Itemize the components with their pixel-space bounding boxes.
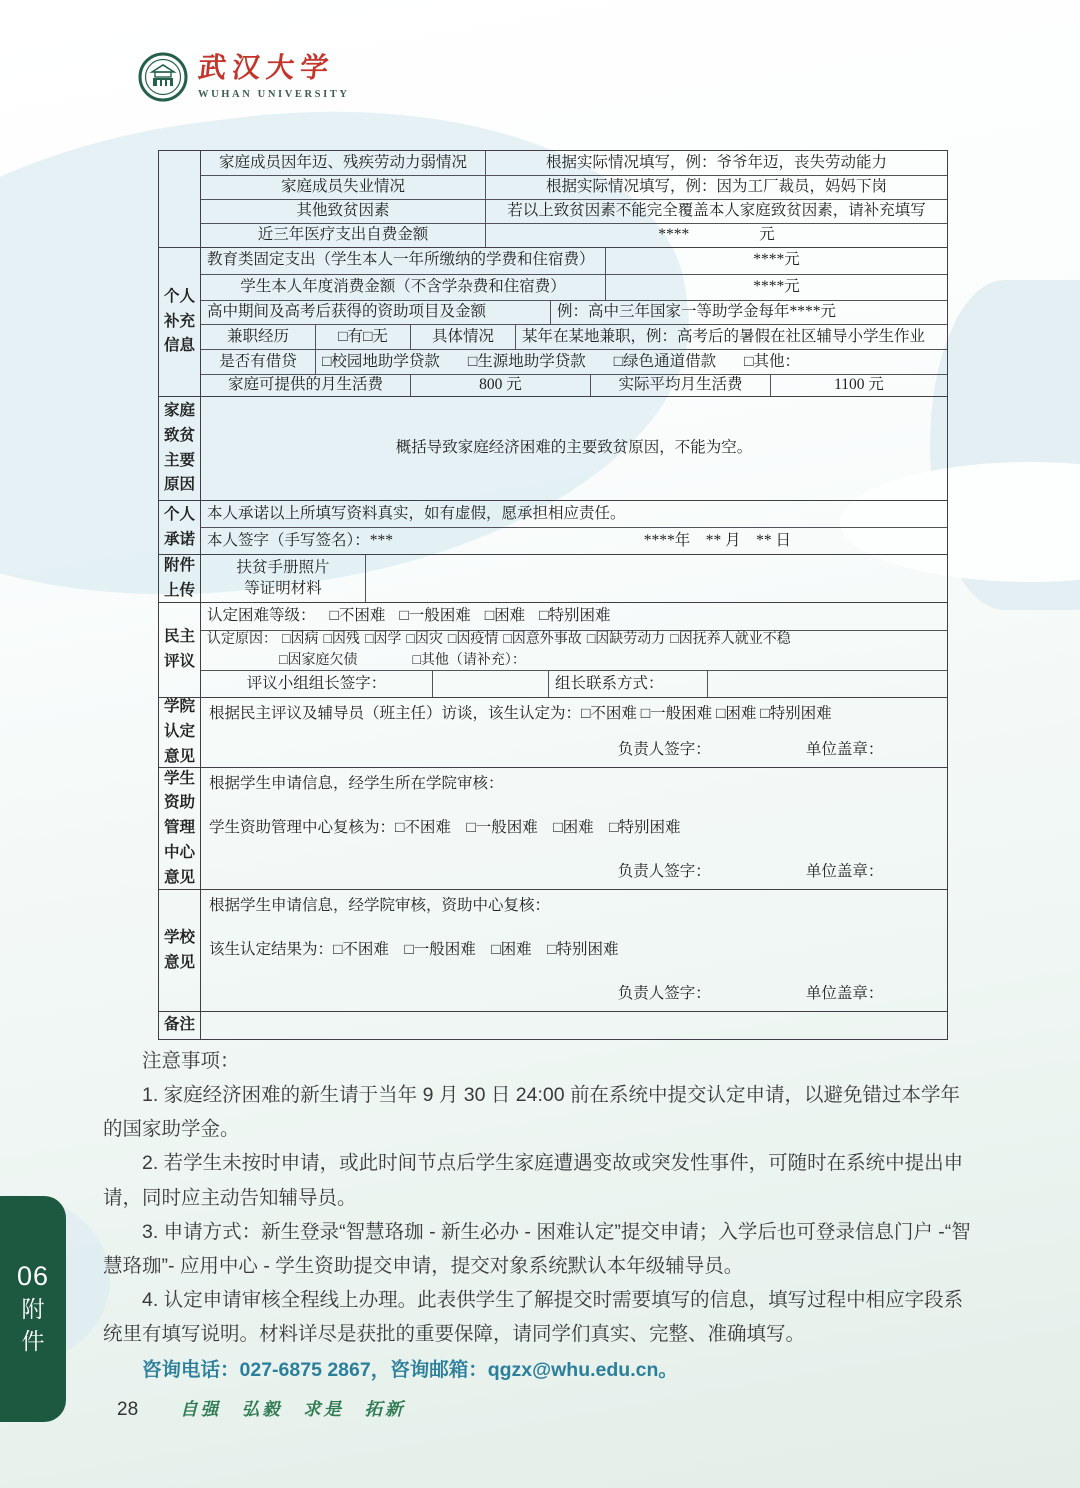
- wuhan-university-seal-icon: [138, 52, 188, 102]
- options-prefix: 认定困难等级：: [207, 607, 316, 625]
- checkbox-option: □一般困难: [399, 607, 471, 625]
- checkbox-option: □因抚养人就业不稳: [670, 631, 791, 647]
- chapter-number: 06: [16, 1261, 50, 1292]
- section-a-header-empty: [159, 151, 201, 247]
- section-j-header: 备注: [159, 1012, 201, 1039]
- college-opinion-cell: [201, 698, 947, 767]
- row-label-cell: 学生本人年度消费金额（不含学杂费和住宿费）: [201, 275, 606, 300]
- table-row: [201, 274, 947, 300]
- note-item: 1. 家庭经济困难的新生请于当年 9 月 30 日 24:00 前在系统中提交认定申请，以避免错过本学年的国家助学金。: [103, 1084, 961, 1141]
- checkbox-option: □其他（请补充）：: [412, 653, 526, 669]
- row-value-cell: 800 元: [411, 375, 591, 396]
- university-name-cn: 武汉大学: [196, 53, 336, 84]
- section-school-opinion: [159, 889, 947, 1011]
- row-value-cell: [486, 151, 947, 175]
- row-value-cell: [486, 224, 947, 247]
- row-value-cell: ****元: [753, 251, 800, 269]
- row-label: 其他致贫因素: [296, 202, 390, 220]
- table-row: [201, 175, 947, 199]
- checkbox-option: □生源地助学贷款: [467, 352, 586, 370]
- section-personal-supplement: [159, 247, 947, 396]
- row-label-cell: 实际平均月生活费: [591, 375, 771, 396]
- checkbox-option: □困难: [484, 607, 526, 625]
- section-family-factors: [159, 151, 947, 247]
- section-b-header: 个人补充信息: [159, 248, 201, 396]
- row-value-cell: 例：高中三年国家一等助学金每年****元: [557, 303, 837, 321]
- unit-seal-label: 单位盖章：: [805, 863, 884, 881]
- row-label-cell: [201, 224, 486, 247]
- note-item: 4. 认定申请审核全程线上办理。此表供学生了解提交时需要填写的信息，填写过程中相应字段系统里有填写说明。材料详尽是获批的重要保障，请同学们真实、完整、准确填写。: [103, 1288, 964, 1345]
- aid-center-opinion-cell: [201, 768, 947, 889]
- table-row: [201, 555, 947, 602]
- cause-value-cell: 概括导致家庭经济困难的主要致贫原因，不能为空。: [395, 439, 753, 457]
- row-value-cell: 某年在某地兼职，例：高考后的暑假在社区辅导小学生作业: [522, 327, 926, 345]
- row-label-cell: [201, 151, 486, 175]
- reason-cell: [201, 631, 947, 670]
- reason-options-line1: [207, 631, 791, 650]
- chapter-tab-attachment: [0, 1196, 66, 1422]
- checkbox-option: □因疫情: [447, 631, 499, 647]
- table-row: [201, 670, 947, 697]
- signature-cell: [201, 528, 947, 554]
- section-e-header: 附件上传: [159, 555, 201, 602]
- checkbox-option: □因残: [323, 631, 360, 647]
- table-row: [201, 199, 947, 223]
- opinion-line: 根据民主评议及辅导员（班主任）访谈，该生认定为：□不困难 □一般困难 □困难 □特别困难: [209, 705, 832, 722]
- table-row: [201, 397, 947, 500]
- table-row: [201, 300, 947, 325]
- attachment-label-line2: 等证明材料: [244, 579, 322, 597]
- section-i-header: 学校意见: [159, 890, 201, 1011]
- sign-seal-row: [618, 984, 939, 1005]
- section-c-header: 家庭致贫主要原因: [159, 397, 201, 500]
- options-prefix: 认定原因：: [207, 631, 277, 647]
- section-college-opinion: [159, 697, 947, 767]
- checkbox-option: □因意外事故: [503, 631, 582, 647]
- row-label-cell: 教育类固定支出（学生本人一年所缴纳的学费和住宿费）: [201, 248, 606, 274]
- table-row: [201, 151, 947, 175]
- university-name-en: WUHAN UNIVERSITY: [198, 88, 350, 100]
- row-label-cell: 是否有借贷: [201, 350, 316, 374]
- section-poverty-cause: [159, 396, 947, 500]
- unit-seal-label: 单位盖章：: [805, 741, 884, 759]
- loan-options: [322, 352, 800, 373]
- section-g-header: 学院认定意见: [159, 698, 201, 767]
- checkbox-option: □因家庭欠债: [279, 653, 358, 669]
- attachment-label-line1: 扶贫手册照片: [236, 558, 330, 576]
- row-label-cell: 家庭可提供的月生活费: [201, 375, 411, 396]
- page-number: 28: [117, 1399, 139, 1420]
- note-item: 2. 若学生未按时申请，或此时间节点后学生家庭遭遇变故或突发性事件，可随时在系统中提出申请，同时应主动告知辅导员。: [103, 1152, 964, 1209]
- checkbox-option: □校园地助学贷款: [322, 352, 440, 370]
- section-d-header: 个人承诺: [159, 501, 201, 554]
- section-commitment: [159, 500, 947, 554]
- attachment-empty-cell: [366, 555, 947, 602]
- table-row: [201, 223, 947, 247]
- opinion-line: 根据学生申请信息，经学院审核，资助中心复核：: [209, 897, 551, 914]
- table-row: [201, 501, 947, 527]
- table-row: [201, 374, 947, 396]
- unit-label: 元: [759, 226, 775, 244]
- amount-placeholder: ****: [658, 226, 690, 244]
- note-item: 3. 申请方式：新生登录“智慧珞珈 - 新生必办 - 困难认定”提交申请；入学后也可登录信息门户 -“智慧珞珈”- 应用中心 - 学生资助提交申请，提交对象系统默认本年级辅导员。: [103, 1220, 971, 1277]
- table-row: [201, 603, 947, 630]
- notes-section: [103, 1044, 979, 1387]
- checkbox-option: □不困难: [329, 607, 386, 625]
- checkbox-option: □因灾: [406, 631, 443, 647]
- row-label-cell: [201, 176, 486, 199]
- row-label-cell: [201, 200, 486, 223]
- row-value: 根据实际情况填写，例：因为工厂裁员，妈妈下岗: [545, 178, 887, 196]
- opinion-line: 根据学生申请信息，经学生所在学院审核：: [209, 775, 504, 792]
- signature-blank-cell: [433, 671, 549, 697]
- row-label: 近三年医疗支出自费金额: [257, 226, 429, 244]
- responsible-signature-label: 负责人签字：: [617, 741, 711, 759]
- checkbox-option: □因病: [282, 631, 319, 647]
- section-f-header: 民主评议: [159, 603, 201, 697]
- difficulty-assessment-form-table: [158, 150, 948, 1040]
- chapter-label: 附件: [21, 1296, 45, 1354]
- unit-seal-label: 单位盖章：: [805, 985, 884, 1003]
- university-logo: [138, 52, 350, 102]
- contact-info: 咨询电话：027-6875 2867，咨询邮箱：qgzx@whu.edu.cn。: [142, 1359, 678, 1382]
- table-row: [201, 324, 947, 349]
- responsible-signature-label: 负责人签字：: [617, 985, 711, 1003]
- row-label-cell: 兼职经历: [201, 325, 316, 349]
- difficulty-level-options: [207, 606, 611, 627]
- reason-options-line2: [279, 652, 526, 671]
- row-value: 若以上致贫因素不能完全覆盖本人家庭致贫因素，请补充填写: [507, 202, 926, 220]
- leader-contact-cell: 组长联系方式：: [549, 671, 708, 697]
- table-row: [201, 527, 947, 554]
- section-remarks: [159, 1011, 947, 1039]
- checkbox-option: □其他：: [744, 352, 800, 370]
- section-aid-center-opinion: [159, 767, 947, 889]
- review-options-line: 学生资助管理中心复核为：□不困难 □一般困难 □困难 □特别困难: [209, 819, 681, 837]
- commitment-text-cell: 本人承诺以上所填写资料真实，如有虚假，愿承担相应责任。: [207, 504, 626, 522]
- table-row: [201, 248, 947, 274]
- checkbox-group: □有□无: [316, 325, 411, 349]
- sign-seal-row: [618, 740, 939, 761]
- section-attachment: [159, 554, 947, 602]
- date-placeholder: ****年 ** 月 ** 日: [643, 531, 791, 549]
- notes-title: 注意事项：: [142, 1050, 240, 1072]
- table-row: [201, 630, 947, 670]
- logo-text: [198, 52, 350, 100]
- checkbox-group: [316, 350, 947, 374]
- result-options-line: 该生认定结果为：□不困难 □一般困难 □困难 □特别困难: [209, 941, 619, 959]
- row-value-cell: [486, 200, 947, 223]
- table-row: [201, 349, 947, 374]
- row-label: 家庭成员失业情况: [280, 178, 405, 196]
- row-label-cell: 具体情况: [411, 325, 516, 349]
- checkbox-option: □特别困难: [539, 607, 611, 625]
- section-democratic-review: [159, 602, 947, 697]
- school-opinion-cell: [201, 890, 947, 1011]
- responsible-signature-label: 负责人签字：: [617, 863, 711, 881]
- attachment-label-cell: [201, 555, 366, 602]
- signature-label: 本人签字（手写签名）：***: [207, 531, 394, 549]
- checkbox-option: □因学: [364, 631, 402, 647]
- row-value-cell: ****元: [753, 277, 800, 295]
- row-label-cell: 高中期间及高考后获得的资助项目及金额: [201, 301, 551, 325]
- sign-seal-row: [618, 862, 939, 883]
- university-motto: 自强 弘毅 求是 拓新: [180, 1399, 406, 1419]
- row-value: 根据实际情况填写，例：爷爷年迈，丧失劳动能力: [545, 153, 887, 171]
- checkbox-option: □绿色通道借款: [613, 352, 717, 370]
- contact-blank-cell: [708, 671, 947, 697]
- row-label: 家庭成员因年迈、残疾劳动力弱情况: [218, 153, 467, 171]
- row-value-cell: [486, 176, 947, 199]
- remarks-blank-cell: [201, 1012, 947, 1039]
- row-value-cell: 1100 元: [834, 376, 884, 394]
- checkbox-option: □因缺劳动力: [586, 631, 666, 647]
- group-leader-signature-cell: 评议小组组长签字：: [201, 671, 433, 697]
- page-footer: [117, 1396, 406, 1421]
- section-h-header: 学生资助管理中心意见: [159, 768, 201, 889]
- difficulty-level-cell: [201, 603, 947, 630]
